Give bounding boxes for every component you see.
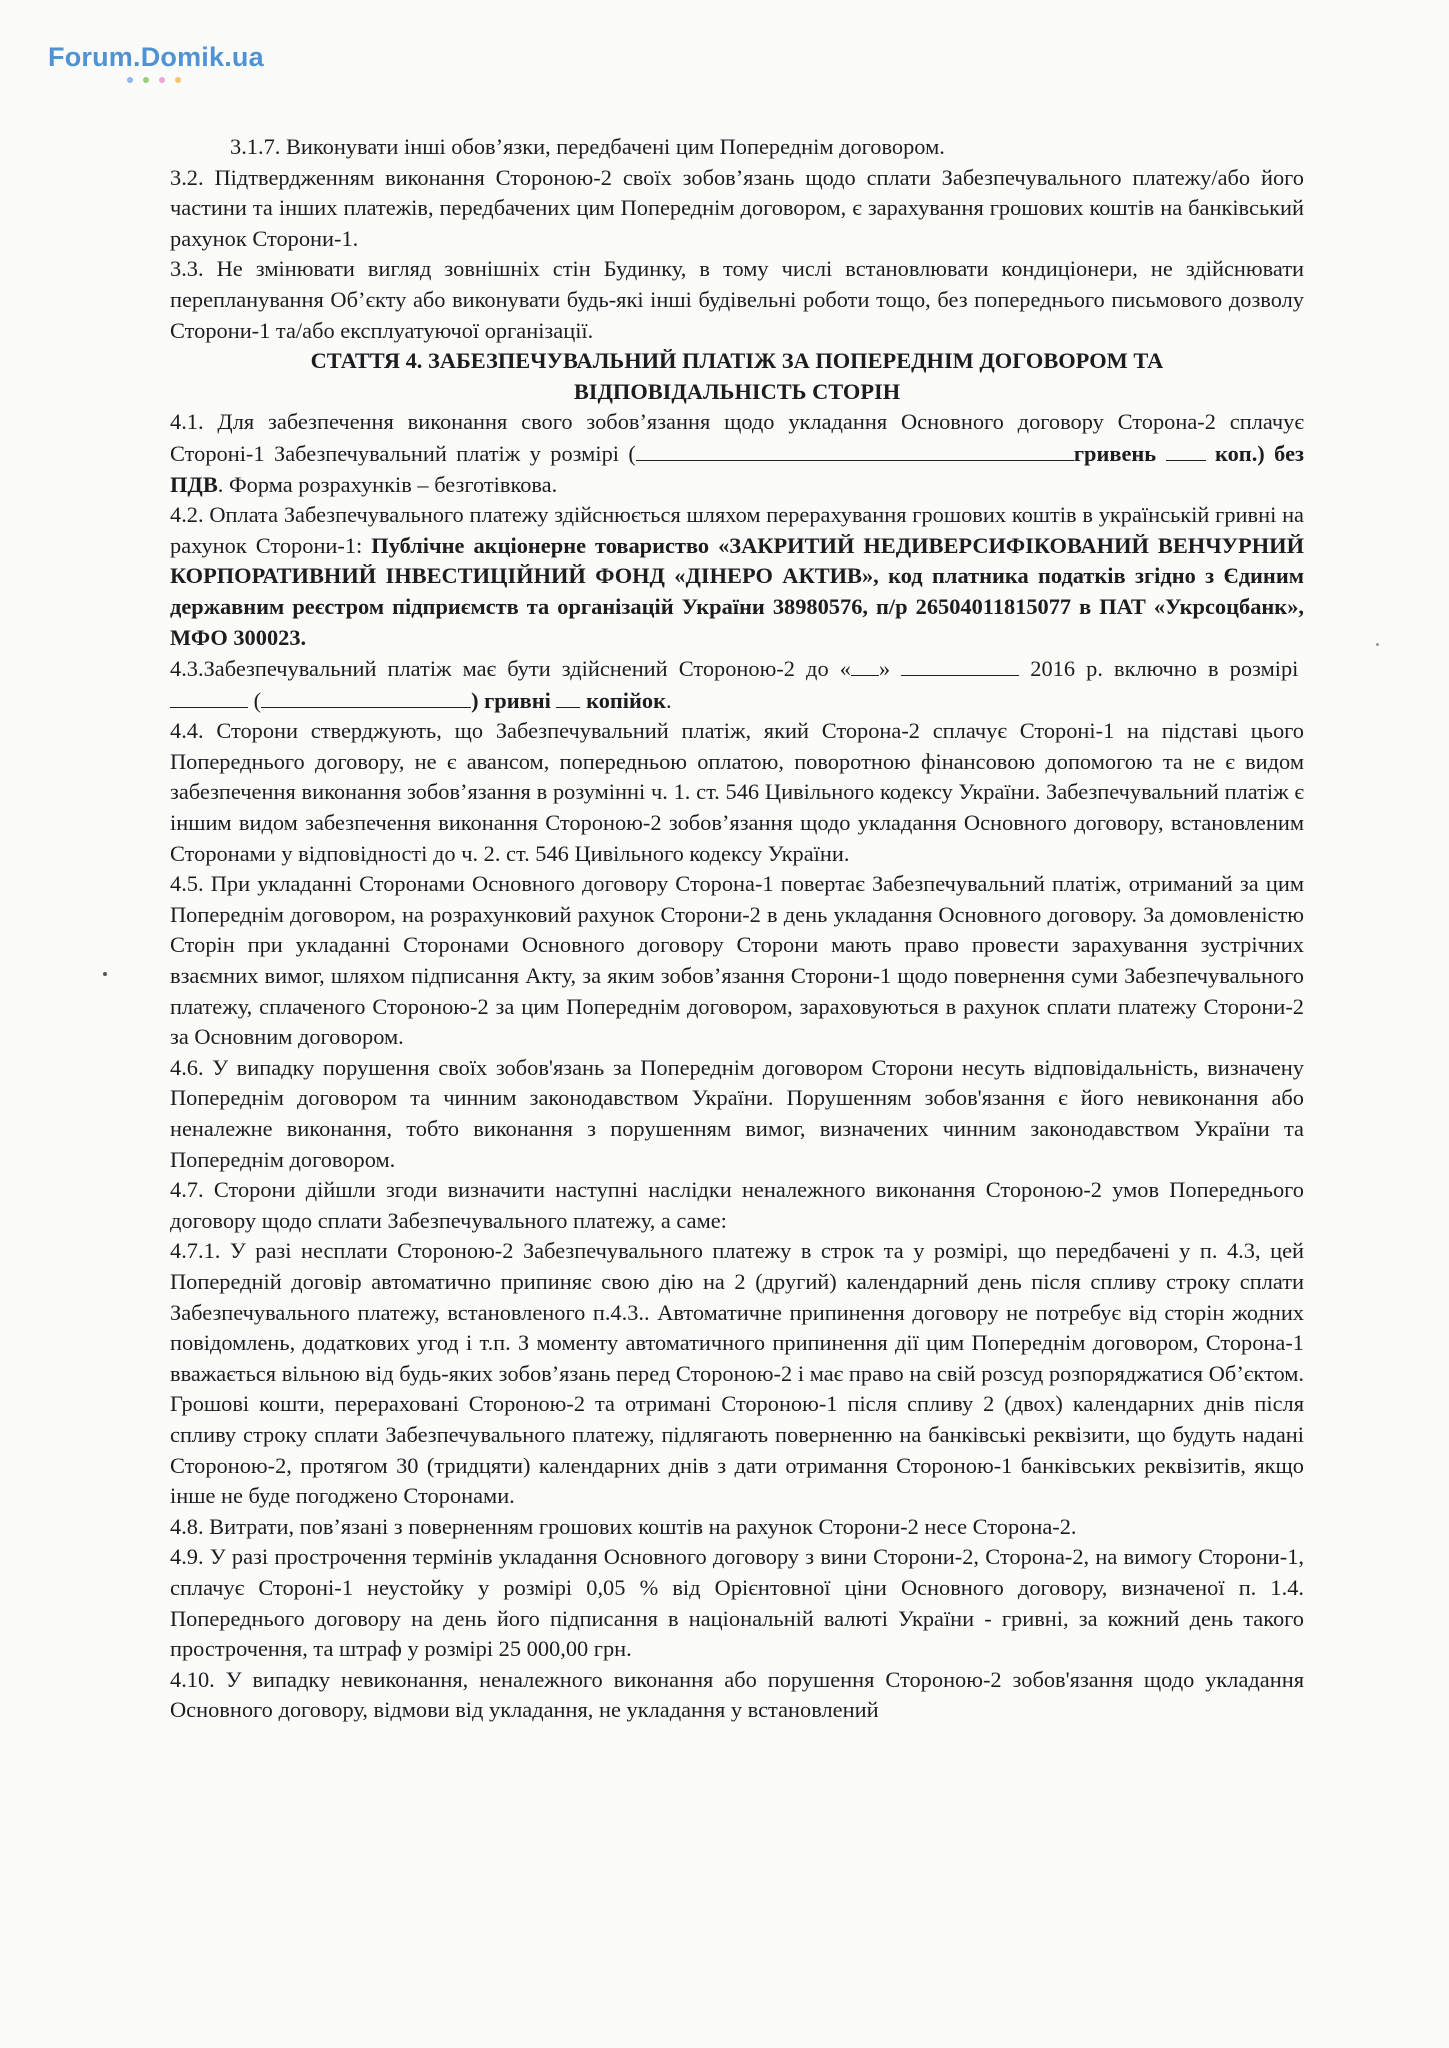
clause-4-3-end: . — [666, 687, 672, 713]
kopecks-blank-2[interactable] — [556, 685, 580, 708]
clause-4-7: 4.7. Сторони дійшли згоди визначити наступні наслідки неналежного виконання Стороною-2 умов Попереднього договору щодо сплати Забезпечувального платежу, а саме: — [170, 1177, 1304, 1233]
amount-blank[interactable] — [636, 438, 1074, 461]
article-4-heading-line-2: ВІДПОВІДАЛЬНІСТЬ СТОРІН — [573, 378, 901, 404]
clause-4-3-quote: » — [878, 656, 891, 682]
month-blank[interactable] — [901, 653, 1019, 676]
watermark-dot-3 — [159, 77, 165, 83]
clause-4-1-payment-form: . Форма розрахунків – безготівкова. — [217, 471, 558, 497]
clause-4-4: 4.4. Сторони стверджують, що Забезпечувальний платіж, який Сторона-2 сплачує Стороні-1 на підставі цього Попереднього договору, не є авансом, попередньою оплатою, поворотною фінансовою допомогою та не є видом забезпечення виконання зобов’язання в розумінні ч. 1. ст. 546 Цивільного кодексу України. Забезпечувальний платіж є іншим видом забезпечення виконання Стороною-2 зобов’язання щодо укладання Основного договору, встановленим Сторонами у відповідності до ч. 2. ст. 546 Цивільного кодексу України. — [170, 718, 1304, 866]
watermark-dot-4 — [175, 77, 181, 83]
clause-4-1-vat: коп.) без ПДВ — [170, 440, 1304, 497]
clause-4-10: 4.10. У випадку невиконання, неналежного виконання або порушення Стороною-2 зобов'язання щодо укладання Основного договору, відмови від укладання, не укладання у встановлений — [170, 1666, 1304, 1723]
clause-4-7-1: 4.7.1. У разі несплати Стороною-2 Забезпечувального платежу в строк та у розмірі, що передбачені у п. 4.3, цей Попередній договір автоматично припиняє свою дію на 2 (другий) календарний день після спливу строку сплати Забезпечувального платежу, встановленого п.4.3.. Автоматичне припинення договору не потребує від сторін жодних повідомлень, додаткових угод і т.п. З моменту автоматичного припинення дії цим Попереднім договором, Сторона-1 вважається вільною від будь-яких зобов’язань перед Стороною-2 і має право на свій розсуд розпоряджатися Об’єктом. Грошові кошти, перераховані Стороною-2 та отримані Стороною-1 після спливу 2 (двох) календарних днів після спливу строку сплати Забезпечувального платежу, підлягають поверненню на банківські реквізити, що будуть надані Стороною-2, протягом 30 (тридцяти) календарних днів з дати отримання Стороною-1 банківських реквізитів, якщо інше не буде погоджено Сторонами. — [170, 1238, 1304, 1509]
watermark-dots — [127, 77, 181, 83]
kopecks-blank[interactable] — [1166, 438, 1206, 461]
clause-4-3-hryvnia: ) гривні — [471, 687, 551, 713]
clause-4-3-text: 4.3.Забезпечувальний платіж має бути здійснений Стороною-2 до « — [170, 656, 851, 682]
article-4-heading — [170, 346, 1304, 407]
watermark-dot-2 — [143, 77, 149, 83]
scan-speck — [103, 972, 107, 976]
clause-4-1-currency: гривень — [1073, 440, 1157, 466]
clause-4-8: 4.8. Витрати, пов’язані з поверненням грошових коштів на рахунок Сторони-2 несе Сторона-2. — [170, 1513, 1077, 1539]
clause-4-3 — [170, 653, 1304, 716]
article-4-heading-line-1: СТАТТЯ 4. ЗАБЕЗПЕЧУВАЛЬНИЙ ПЛАТІЖ ЗА ПОПЕРЕДНІМ ДОГОВОРОМ ТА — [310, 348, 1164, 374]
clause-4-2 — [170, 500, 1304, 653]
document-page — [170, 132, 1304, 1726]
sum-words-blank[interactable] — [261, 685, 471, 708]
watermark-dot-1 — [127, 77, 133, 83]
watermark-logo: Forum.Domik.ua — [48, 42, 264, 72]
clause-4-3-year: 2016 р. включно в розмірі — [1030, 656, 1299, 682]
clause-4-1-text: 4.1. Для забезпечення виконання свого зобов’язання щодо укладання Основного договору Сторона-2 сплачує Стороні-1 Забезпечувальний платіж у розмірі ( — [170, 409, 1304, 466]
day-blank[interactable] — [851, 653, 879, 676]
clause-3-3: 3.3. Не змінювати вигляд зовнішніх стін Будинку, в тому числі встановлювати кондиціонери, не здійснювати перепланування Об’єкту або виконувати будь-які інші будівельні роботи тощо, без попереднього письмового дозволу Сторони-1 та/або експлуатуючої організації. — [170, 256, 1304, 343]
clause-4-5: 4.5. При укладанні Сторонами Основного договору Сторона-1 повертає Забезпечувальний платіж, отриманий за цим Попереднім договором, на розрахунковий рахунок Сторони-2 в день укладання Основного договору. За домовленістю Сторін при укладанні Сторонами Основного договору Сторони мають право провести зарахування зустрічних взаємних вимог, шляхом підписання Акту, за яким зобов’язання Сторони-1 щодо повернення суми Забезпечувального платежу, сплаченого Стороною-2 за цим Попереднім договором, зараховуються в рахунок сплати платежу Сторони-2 за Основним договором. — [170, 871, 1304, 1050]
clause-4-2-bank-details: Публічне акціонерне товариство «ЗАКРИТИЙ НЕДИВЕРСИФІКОВАНИЙ ВЕНЧУРНИЙ КОРПОРАТИВНИЙ ІНВЕСТИЦІЙНИЙ ФОНД «ДІНЕРО АКТИВ», код платника податків згідно з Єдиним державним реєстром підприємств та організацій України 38980576, п/р 26504011815077 в ПАТ «Укрсоцбанк», МФО 300023. — [170, 532, 1304, 650]
clause-3-1-7: 3.1.7. Виконувати інші обов’язки, передбачені цим Попереднім договором. — [230, 134, 945, 159]
clause-4-3-kopecks: копійок — [586, 687, 667, 713]
clause-4-3-paren: ( — [253, 687, 262, 713]
clause-4-2-text: 4.2. Оплата Забезпечувального платежу здійснюється шляхом перерахування грошових коштів в українській гривні на рахунок Сторони-1: — [170, 502, 1304, 558]
clause-4-9: 4.9. У разі прострочення термінів укладання Основного договору з вини Сторони-2, Сторона-2, на вимогу Сторони-1, сплачує Стороні-1 неустойку у розмірі 0,05 % від Орієнтовної ціни Основного договору, визначеної п. 1.4. Попереднього договору на день його підписання в національній валюті України - гривні, за кожний день такого прострочення, та штраф у розмірі 25 000,00 грн. — [170, 1544, 1304, 1662]
clause-3-2: 3.2. Підтвердженням виконання Стороною-2 своїх зобов’язань щодо сплати Забезпечувального платежу/або його частини та інших платежів, передбачених цим Попереднім договором, є зарахування грошових коштів на банківський рахунок Сторони-1. — [170, 164, 1304, 251]
clause-4-1 — [170, 407, 1304, 500]
scan-speck — [1376, 643, 1379, 646]
sum-blank[interactable] — [170, 685, 248, 708]
clause-4-6: 4.6. У випадку порушення своїх зобов'язань за Попереднім договором Сторони несуть відповідальність, визначену Попереднім договором та чинним законодавством України. Порушенням зобов'язання є його невиконання або неналежне виконання, тобто виконання з порушенням вимог, визначених чинним законодавством України та Попереднім договором. — [170, 1054, 1304, 1172]
